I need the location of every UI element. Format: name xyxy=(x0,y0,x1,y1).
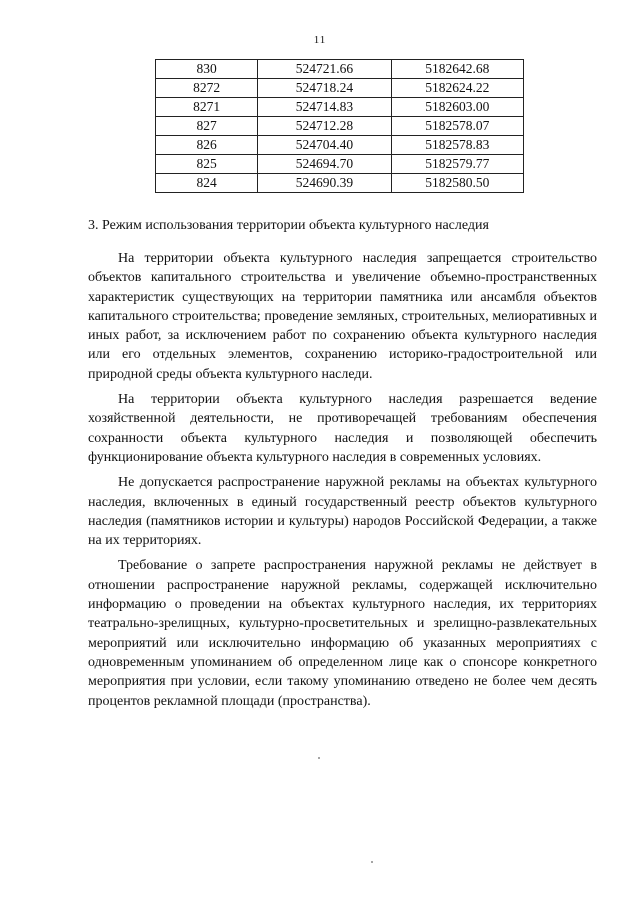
y-coordinate-cell: 5182578.07 xyxy=(391,117,523,136)
point-number-cell: 826 xyxy=(156,136,258,155)
coordinates-table xyxy=(155,59,524,193)
x-coordinate-cell: 524714.83 xyxy=(258,98,391,117)
x-coordinate-cell: 524712.28 xyxy=(258,117,391,136)
paragraph-prohibitions: На территории объекта культурного наследия запрещается строительство объектов капитального строительства и увеличение объемно-пространственных характеристик существующих на территории памятника или ансамбля объектов капитального строительства; проведение земляных, строительных, мелиоративных и иных работ, за исключением работ по сохранению объекта культурного наследия или его отдельных элементов, сохранению историко-градостроительной или природной среды объекта культурного наследи. xyxy=(88,251,597,382)
table-row xyxy=(156,79,524,98)
paragraph-permitted-activity: На территории объекта культурного наследия разрешается ведение хозяйственной деятельности, не противоречащей требованиям обеспечения сохранности объекта культурного наследия и позволяющей обеспечить функционирование объекта культурного наследия в современных условиях. xyxy=(88,392,597,465)
table-row xyxy=(156,136,524,155)
x-coordinate-cell: 524718.24 xyxy=(258,79,391,98)
scan-speck xyxy=(371,861,373,863)
x-coordinate-cell: 524690.39 xyxy=(258,174,391,193)
y-coordinate-cell: 5182580.50 xyxy=(391,174,523,193)
body-text xyxy=(88,249,597,717)
page-number: 11 xyxy=(313,34,327,46)
table-row xyxy=(156,155,524,174)
paragraph-advertising-exception: Требование о запрете распространения наружной рекламы не действует в отношении распространение наружной рекламы, содержащей исключительно информацию о проведении на объектах культурного наследия, их территориях театрально-зрелищных, культурно-просветительных и зрелищно-развлекательных мероприятий или исключительно информацию об указанных мероприятиях с одновременным упоминанием об определенном лице как о спонсоре конкретного мероприятия при условии, если такому упоминанию отведено не более чем десять процентов рекламной площади (пространства). xyxy=(88,558,597,709)
y-coordinate-cell: 5182579.77 xyxy=(391,155,523,174)
y-coordinate-cell: 5182642.68 xyxy=(391,60,523,79)
x-coordinate-cell: 524694.70 xyxy=(258,155,391,174)
point-number-cell: 830 xyxy=(156,60,258,79)
y-coordinate-cell: 5182603.00 xyxy=(391,98,523,117)
section-heading: 3. Режим использования территории объекта культурного наследия xyxy=(88,218,489,233)
point-number-cell: 8271 xyxy=(156,98,258,117)
y-coordinate-cell: 5182578.83 xyxy=(391,136,523,155)
point-number-cell: 827 xyxy=(156,117,258,136)
x-coordinate-cell: 524721.66 xyxy=(258,60,391,79)
paragraph-advertising-ban: Не допускается распространение наружной рекламы на объектах культурного наследия, включенных в единый государственный реестр объектов культурного наследия (памятников истории и культуры) народов Российской Федерации, а также на их территориях. xyxy=(88,475,597,549)
table-row xyxy=(156,60,524,79)
point-number-cell: 8272 xyxy=(156,79,258,98)
point-number-cell: 824 xyxy=(156,174,258,193)
point-number-cell: 825 xyxy=(156,155,258,174)
scan-speck xyxy=(318,757,320,759)
table-row xyxy=(156,174,524,193)
x-coordinate-cell: 524704.40 xyxy=(258,136,391,155)
table-row xyxy=(156,117,524,136)
y-coordinate-cell: 5182624.22 xyxy=(391,79,523,98)
table-row xyxy=(156,98,524,117)
